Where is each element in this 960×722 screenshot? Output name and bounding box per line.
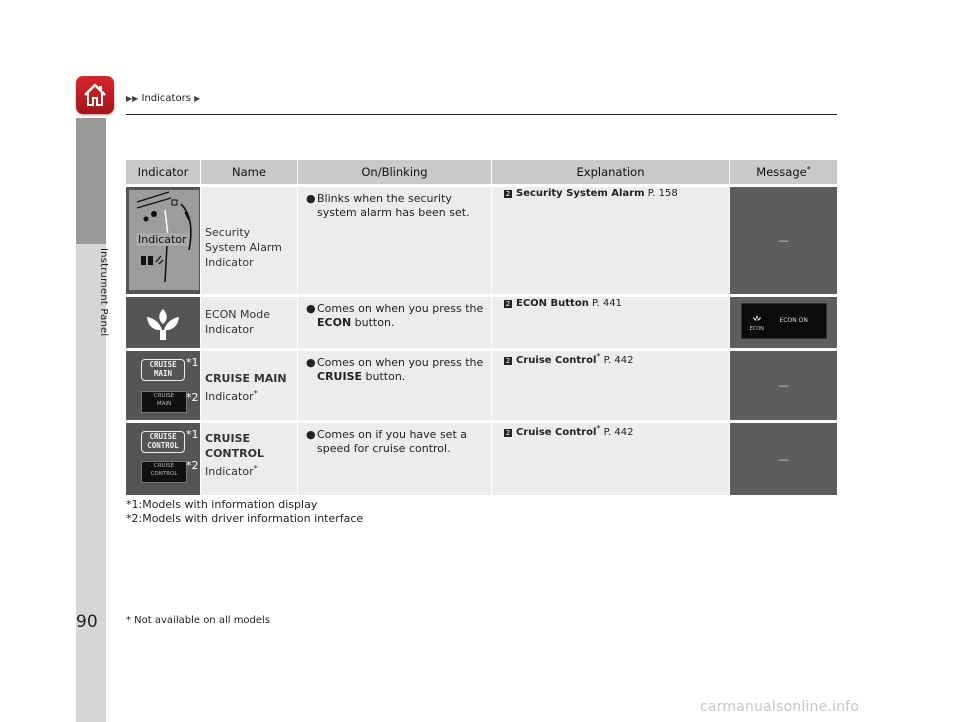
reference-page[interactable]: P. 442: [603, 355, 634, 366]
indicator-name-suffix: Indicator: [205, 390, 254, 403]
icon-text-line: MAIN: [156, 401, 172, 407]
breadcrumb-arrow-icon: ▶▶: [126, 94, 139, 103]
footnote-star: *: [806, 165, 811, 174]
column-header: Name: [201, 160, 298, 184]
reference-page[interactable]: P. 441: [592, 298, 622, 309]
bullet-icon: ●: [306, 356, 316, 369]
button-name: CRUISE: [317, 370, 363, 383]
on-text-post: button.: [354, 316, 395, 329]
table-row: [126, 297, 837, 348]
indicator-name: [201, 351, 298, 420]
footnote-mark: *1: [186, 356, 199, 369]
icon-text-line: MAIN: [153, 369, 173, 378]
cruise-main-black-icon: [141, 391, 187, 413]
reference-label[interactable]: Cruise Control: [516, 427, 597, 438]
cross-reference-icon: 2: [505, 190, 511, 198]
message-cell: —: [730, 187, 837, 294]
watermark: carmanualsonline.info: [700, 699, 860, 715]
on-blinking-text: [306, 356, 485, 384]
explanation-reference[interactable]: [492, 297, 730, 348]
availability-note: * Not available on all models: [126, 615, 271, 626]
indicator-image: [126, 351, 201, 420]
econ-on-display: [741, 303, 827, 339]
indicator-name-main: CRUISE MAIN: [205, 372, 287, 385]
indicator-image: [126, 423, 201, 495]
bullet-icon: ●: [306, 302, 316, 315]
footnote-line: *2:Models with driver information interface: [126, 512, 364, 525]
on-blinking-text: Comes on if you have set a speed for cruise control.: [317, 428, 467, 455]
breadcrumb[interactable]: [126, 93, 200, 104]
indicator-image: [126, 187, 201, 294]
column-header: [730, 160, 837, 184]
explanation-reference[interactable]: [492, 351, 730, 420]
table-header-row: [126, 160, 837, 184]
footnote-star: *: [253, 389, 258, 398]
econ-label: ECON: [749, 326, 764, 332]
footnote-mark: *1: [186, 428, 199, 441]
econ-leaf-icon: [143, 305, 183, 343]
icon-text-line: CRUISE: [149, 360, 177, 369]
sidebar-section-tab: [76, 118, 106, 244]
on-blinking-description: [298, 423, 492, 495]
reference-label[interactable]: Security System Alarm: [516, 188, 645, 199]
econ-on-label: ECON ON: [779, 317, 808, 324]
indicator-name: ECON Mode Indicator: [201, 297, 298, 348]
cross-reference-icon: 2: [505, 429, 511, 437]
cruise-control-black-icon: [141, 461, 187, 483]
cruise-control-white-icon: [141, 431, 185, 453]
reference-label[interactable]: Cruise Control: [516, 355, 597, 366]
cross-reference-icon: 2: [505, 357, 511, 365]
column-header: Indicator: [126, 160, 201, 184]
on-text-post: button.: [365, 370, 406, 383]
home-icon: [81, 81, 109, 109]
footnote-mark: *2: [186, 459, 199, 472]
footnote-line: *1:Models with information display: [126, 498, 318, 511]
button-name: ECON: [317, 316, 352, 329]
cruise-main-white-icon: [141, 359, 185, 381]
on-text-pre: Comes on when you press the: [317, 302, 484, 315]
reference-label[interactable]: ECON Button: [516, 298, 589, 309]
on-blinking-text: Blinks when the security system alarm has been set.: [317, 192, 470, 219]
cross-reference-icon: 2: [505, 300, 511, 308]
icon-text-line: CONTROL: [147, 441, 179, 450]
page-number: 90: [76, 612, 98, 632]
explanation-reference[interactable]: [492, 187, 730, 294]
column-header: On/Blinking: [298, 160, 492, 184]
on-blinking-description: [298, 351, 492, 420]
message-cell: —: [730, 423, 837, 495]
indicator-table: [126, 157, 837, 498]
icon-text-line: CRUISE: [153, 463, 175, 469]
indicator-name: Security System Alarm Indicator: [201, 187, 298, 294]
header-divider: [126, 114, 837, 115]
sidebar-section-label: Instrument Panel: [98, 248, 109, 337]
column-header-label: Message: [756, 165, 807, 179]
table-row: [126, 351, 837, 420]
bullet-icon: ●: [306, 428, 316, 441]
breadcrumb-arrow-icon: ▶: [194, 94, 201, 103]
explanation-reference[interactable]: [492, 423, 730, 495]
home-button[interactable]: [76, 76, 114, 114]
reference-page[interactable]: P. 158: [647, 188, 678, 199]
footnote-star: *: [596, 424, 601, 433]
icon-text-line: CRUISE: [153, 393, 175, 399]
on-text-pre: Comes on when you press the: [317, 356, 484, 369]
footnote-mark: *2: [186, 391, 199, 404]
footnotes: [126, 498, 363, 526]
indicator-callout-label: Indicator: [138, 233, 187, 246]
table-row: [126, 423, 837, 495]
on-blinking-description: [298, 187, 492, 294]
icon-text-line: CONTROL: [150, 471, 178, 477]
reference-page[interactable]: P. 442: [603, 427, 634, 438]
on-blinking-text: [306, 302, 485, 330]
breadcrumb-item[interactable]: Indicators: [141, 93, 191, 104]
on-blinking-description: [298, 297, 492, 348]
icon-text-line: CRUISE: [149, 432, 177, 441]
footnote-star: *: [596, 352, 601, 361]
message-cell: [730, 297, 837, 348]
message-cell: —: [730, 351, 837, 420]
econ-leaf-small-icon: [752, 314, 762, 324]
indicator-name-main: CRUISE CONTROL: [205, 432, 264, 460]
indicator-image: [126, 297, 201, 348]
bullet-icon: ●: [306, 192, 316, 205]
indicator-name: [201, 423, 298, 495]
footnote-star: *: [253, 464, 258, 473]
table-row: [126, 187, 837, 294]
column-header: Explanation: [492, 160, 730, 184]
indicator-name-suffix: Indicator: [205, 465, 254, 478]
